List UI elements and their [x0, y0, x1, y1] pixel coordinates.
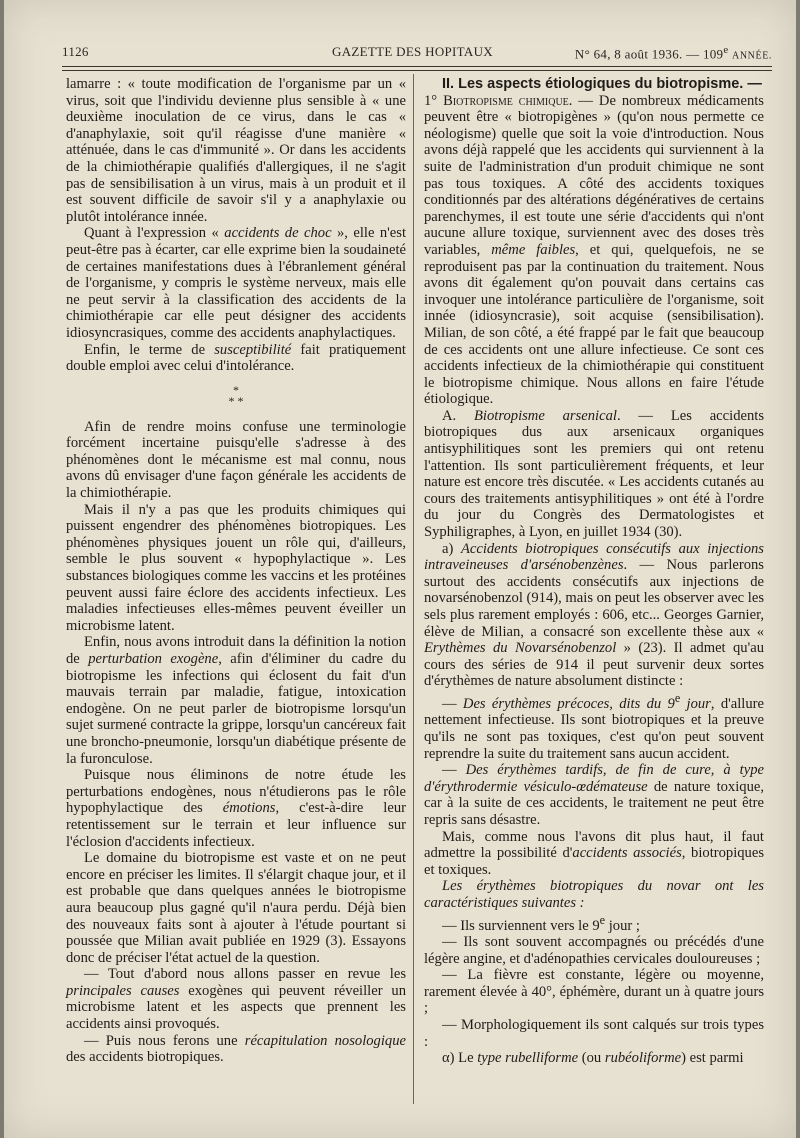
left-paragraph-3: Enfin, le terme de susceptibilité fait pratiquement double emploi avec celui d'intolérance.	[66, 341, 406, 375]
left-paragraph-5: Mais il n'y a pas que les produits chimiques qui puissent engendrer des phénomènes biotropiques. Les phénomènes physiques jouent un rôle qui, d'ailleurs, semble le plus souvent « hypophylactique ». Les substances biologiques comme les vaccins et les protéines peuvent aussi faire éclore des accidents infectieux. Les maladies infectieuses elles-mêmes peuvent éveiller un microbisme latent.	[66, 501, 406, 634]
issue-info	[575, 44, 772, 62]
issue-sup: e	[723, 44, 729, 56]
right-column	[424, 76, 764, 1067]
left-paragraph-8: Le domaine du biotropisme est vaste et on ne peut encore en préciser les limites. Il s'élargit chaque jour, et il est probable que dans quelques années le biotropisme aura beaucoup plus gagné qu'il n'aura perdu. Déjà bien des nouveaux faits sont à ajouter à l'étude pourtant si poussée que Milian avait publiée en 1929 (3). Essayons donc de préciser l'état actuel de la question.	[66, 850, 406, 966]
right-paragraph-12: α) Le type rubelliforme (ou rubéoliforme) est parmi	[442, 1050, 744, 1067]
issue-annee: ANNÉE.	[732, 50, 772, 62]
right-paragraph-2: A. Biotropisme arsenical. — Les accidents biotropiques dus aux arsenicaux organiques antisyphilitiques sont les premiers qui ont retenu l'attention. Ils sont particulièrement fréquents, et leur nature est encore très discutée. « Les accidents cutanés au cours des traitements antisyphilitiques » ont été à l'ordre du jour du Congrès des Dermatologistes et Syphiligraphes, à Lyon, en juillet 1934 (30).	[424, 407, 765, 541]
right-paragraph-11: — Morphologiquement ils sont calqués sur trois types :	[424, 1016, 764, 1050]
section-separator-stars: * * *	[228, 382, 244, 408]
journal-title: GAZETTE DES HOPITAUX	[332, 44, 493, 59]
left-paragraph-6: Enfin, nous avons introduit dans la définition la notion de perturbation exogène, afin d'éliminer du cadre du biotropisme les infections qui éclosent du fait d'un mauvais terrain par maladie, fatigue, intoxication endogène. On ne peut parler de biotropisme lorsqu'un sujet surmené contracte la grippe, lorsqu'un cancéreux fait une broncho-pneumonie, lorsqu'un diabétique présente de la furonculose.	[66, 634, 406, 767]
header-rule-bottom	[62, 70, 772, 71]
left-paragraph-1: lamarre : « toute modification de l'organisme par un « virus, soit que l'individu devienne plus sensible à « une deuxième inoculation de ce virus, dans le cas « d'anaphylaxie, soit qu'il réagisse d'une manière « atténuée, dans le cas d'immunité ». Or dans les accidents de la chimiothérapie qualifiés d'allergiques, il ne s'agit pas de sensibilisation à un virus, mais à un produit et il est souvent difficile de savoir s'il y a anaphylaxie ou plutôt intolérance innée.	[66, 76, 406, 225]
right-paragraph-3: a) Accidents biotropiques consécutifs aux injections intraveineuses d'arsénobenzènes. — Nous parlerons surtout des accidents consécutifs aux injections de novarsénobenzol (914), mais on peut les observer avec les sels plus rarement employés : 606, etc... Georges Garnier, élève de Milian, a consacré son excellente thèse aux « Erythèmes du Novarsénobenzol » (23). Il admet qu'au cours des séries de 914 il peut survenir deux sortes d'érythèmes de nature absolument distincte :	[424, 540, 765, 690]
left-paragraph-4: Afin de rendre moins confuse une terminologie forcément incertaine puisqu'elle s'adresse à des phénomènes dont le mécanisme est mal connu, nous avons dû envisager d'une façon générale les accidents de la chimiothérapie.	[66, 418, 406, 502]
right-paragraph-10: — La fièvre est constante, légère ou moyenne, rarement élevée à 40°, éphémère, durant un à quatre jours ;	[424, 967, 764, 1017]
section-heading: II. Les aspects étiologiques du biotropisme. —	[442, 76, 762, 92]
right-paragraph-7: Les érythèmes biotropiques du novar ont les caractéristiques suivantes :	[424, 878, 764, 911]
right-paragraph-6: Mais, comme nous l'avons dit plus haut, il faut admettre la possibilité d'accidents associés, biotropiques et toxiques.	[424, 828, 765, 878]
left-paragraph-9: — Tout d'abord nous allons passer en revue les principales causes exogènes qui peuvent réveiller un microbisme latent et les aspects que prennent les accidents ainsi provoqués.	[66, 966, 406, 1033]
page-header	[62, 44, 772, 62]
right-paragraph-8: — Ils surviennent vers le 9e jour ;	[442, 912, 640, 934]
right-paragraph-5: — Des érythèmes tardifs, de fin de cure, à type d'érythrodermie vésiculo-œdémateuse de nature toxique, car à la suite de ces accidents, le traitement ne peut être repris sans désastre.	[424, 762, 764, 828]
right-paragraph-1: 1° Biotropisme chimique. — De nombreux médicaments peuvent être « biotropigènes » (qu'on nous permette ce néologisme) quelle que soit la voie d'introduction. Nous avons déjà rappelé que les accidents qui surviennent à la suite de l'administration d'un produit chimique ne sont pas tous toxiques. A côté des accidents toxiques conditionnés par des altérations dégénératives de certains parenchymes, il est toute une série d'accidents qui n'ont aucune allure toxique, surviennent avec des doses très variables, même faibles, et qui, quelquefois, ne se reproduisent pas par la continuation du traitement. Nous avons dit également qu'on pouvait dans certains cas invoquer une intolérance particulière de l'organisme, soit innée (idiosyncrasie), soit acquise (sensibilisation). Milian, de son côté, a été frappé par le fait que beaucoup de ces accidents ont une allure infectieuse. Ce sont ces accidents infectieux de la chimiothérapie qui constituent le biotropisme chimique. Nous allons en faire l'étude étiologique.	[424, 92, 764, 408]
column-divider	[413, 74, 414, 1104]
page-number: 1126	[62, 44, 89, 59]
issue-date: N° 64, 8 août 1936. — 109	[574, 46, 724, 62]
newspaper-page	[4, 0, 796, 1138]
header-rule-top	[62, 66, 772, 67]
left-paragraph-7: Puisque nous éliminons de notre étude les perturbations endogènes, nous n'étudierons pas le rôle hypophylactique des émotions, c'est-à-dire leur retentissement sur le terrain et leur influence sur l'éclosion d'accidents infectieux.	[66, 767, 406, 850]
left-paragraph-10: — Puis nous ferons une récapitulation nosologique des accidents biotropiques.	[66, 1032, 406, 1066]
right-paragraph-9: — Ils sont souvent accompagnés ou précédés d'une légère angine, et d'adénopathies cervicales douloureuses ;	[424, 934, 764, 967]
left-paragraph-2: Quant à l'expression « accidents de choc », elle n'est peut-être pas à écarter, car elle exprime bien la soudaineté de certaines manifestations dues à l'ébranlement général de l'organisme, y compris le système nerveux, mais elle ne peut servir à la classification des accidents de la chimiothérapie car elle peut désigner des accidents idiosyncrasiques, comme des accidents anaphylactiques.	[66, 225, 406, 341]
left-column	[66, 76, 406, 1066]
right-paragraph-4: — Des érythèmes précoces, dits du 9e jour, d'allure nettement infectieuse. Ils sont biotropiques et la preuve qu'ils ne sont pas toxiques, c'est qu'on peut souvent reprendre la suite du traitement sans aucun accident.	[424, 690, 764, 762]
